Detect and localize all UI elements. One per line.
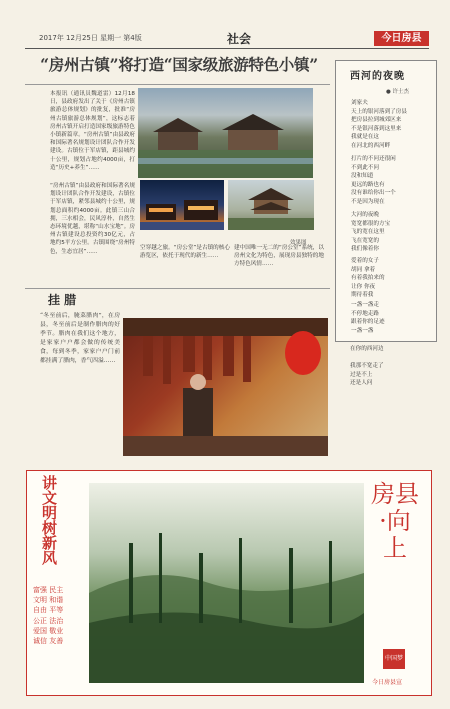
ad-big-slogan: 房县·向上 <box>371 480 419 562</box>
poem-line: 跟着你的足迹 <box>351 319 385 326</box>
headline-divider <box>25 84 330 85</box>
night-buildings <box>140 180 224 230</box>
town-illustration <box>138 88 313 178</box>
poem-stanza-1 <box>351 99 407 151</box>
poem-stanza-5 <box>351 301 385 335</box>
town-photo-top <box>138 88 313 178</box>
night-town-photo <box>140 180 224 230</box>
poem-line: 我就是在这 <box>351 134 379 141</box>
poem-line: 飞的宽在这里 <box>351 229 385 236</box>
main-headline: “房州古镇”将打造“国家级旅游特色小镇” <box>40 55 318 74</box>
poem-line: 更远的路也有 <box>351 181 385 188</box>
poem-line: 大河的夜晚 <box>351 212 379 218</box>
poem-line: 期待着我 <box>351 292 374 299</box>
poem-line: 飞在宽宽的 <box>351 237 379 244</box>
poem-line: 还是人问 <box>350 380 373 387</box>
pavilion-illustration <box>228 180 314 230</box>
poem-line: 宽宽都很的方宝 <box>351 220 391 227</box>
section-divider <box>25 288 330 289</box>
slogan-line: 公正 法治 <box>33 616 64 625</box>
section-name: 社会 <box>227 32 252 46</box>
cured-meat-illustration <box>123 318 328 456</box>
slogan-line: 诚信 友善 <box>33 637 64 646</box>
poem-line: 爱着的女子 <box>351 258 379 264</box>
newspaper-logo: 今日房县 <box>374 31 429 46</box>
poem-line: 没有谁给你出一个 <box>351 190 396 197</box>
slogan-line: 富强 民主 <box>33 586 64 594</box>
poem-line: 我那不宽走了 <box>350 363 384 369</box>
poem-line: 不到此不问 <box>351 164 379 171</box>
landscape-photo <box>89 483 364 683</box>
poem-line: 一盏一盏 <box>351 327 374 334</box>
article-column-1: 本报讯（通讯员魏道雷）12月18日，县政府发出了关于《房州古镇旅游总体规划》的批复，批准“房州古镇旅游总体规划”，这标志着房州古镇开启打造国家级旅游特色小镇新篇章。“房州古镇”由县政府和国际著名规划设计团队合作开发建设。古镇位于军店镇，距县城约十公里，规划占地约4000亩，打造“历史+养生”…… <box>50 91 135 171</box>
forest-illustration <box>89 483 364 683</box>
poem-stanza-5-tail <box>350 345 384 354</box>
poem-line: 不是因为现在 <box>351 198 385 205</box>
ad-footer: 今日房县宣 <box>372 679 403 686</box>
poem-line: 过是不上 <box>350 371 373 378</box>
slogan-line: 文明 和谐 <box>33 596 64 605</box>
poem-stanza-6 <box>350 362 384 388</box>
public-service-ad <box>26 470 432 696</box>
poem-line: 不停地走路 <box>351 310 379 317</box>
slogan-line: 自由 平等 <box>33 606 64 615</box>
poem-line: 天上的银河落到了房县 <box>351 108 407 115</box>
poem-stanza-2 <box>351 155 396 207</box>
page-header <box>25 30 429 49</box>
poem-line: 让你 你夜 <box>351 283 376 290</box>
article-column-4: 建中国唯一无二的“房公堂”系统，以房州文化为特色，展现房县独特的地方特色风情…… <box>234 245 324 268</box>
poem-line: 不是银河落到这里来 <box>351 125 402 132</box>
issue-date: 2017年 12月25日 星期一 第4版 <box>39 34 142 42</box>
slogan-line: 爱国 敬业 <box>33 626 64 635</box>
poem-line: 把房县拉到城郊区来 <box>351 117 402 124</box>
poem-stanza-3 <box>351 211 390 254</box>
pavilion-photo <box>228 180 314 230</box>
poem-line: 打片的不问还很闲 <box>351 156 396 162</box>
poem-line: 我们像着你 <box>351 246 379 253</box>
article-column-2: “房州古镇”由县政府和国际著名规划设计团队合作开发建设，古镇位于军店镇，紧邻县城约十公里，规划总面积约4000亩。此镇三山合拥，三水相会，民风淳朴，自然生态环境优越，堪称“山水宝地”。房州古镇建设总投资约30亿元，占地约5平方公里。古镇围绕“房州特色，生态宜居”…… <box>50 183 135 255</box>
poem-title: 西河的夜晚 <box>350 71 405 82</box>
poem-author: ● 许士杰 <box>386 89 410 95</box>
photo-caption: 效果图 <box>290 240 307 246</box>
poem-line: 有着我拍来的 <box>351 275 385 282</box>
guala-title: 挂 腊 <box>48 293 77 307</box>
ad-slogans <box>33 585 85 646</box>
poem-line: 在你的西河边 <box>350 346 384 352</box>
article-column-3: 空穿越之旅。“房公堂”是古镇的核心游览区，依托于现代的新生…… <box>140 245 230 260</box>
poem-line: 没和知道 <box>351 173 374 180</box>
cured-meat-photo <box>123 318 328 456</box>
poem-line: 胡同 拿着 <box>351 266 376 273</box>
poem-line: 一盏一盏走 <box>351 302 379 308</box>
poem-line: 在河北的西河畔 <box>351 142 391 149</box>
poem-stanza-4 <box>351 257 385 300</box>
china-dream-mark: 中国梦 <box>383 649 405 669</box>
poem-sidebar <box>335 60 437 342</box>
ad-vertical-title: 讲文明树新风 <box>40 475 58 565</box>
poem-line: 刘家夫 <box>351 100 368 106</box>
guala-body: “冬至前后，腌菜腊肉”，在房县，冬至前后是制作腊肉的好季节。腊肉在我们这个地方，是家家户户都会做的传统美食，每到冬季，家家户户门前都挂满了腊肉，香气四溢…… <box>40 313 120 364</box>
